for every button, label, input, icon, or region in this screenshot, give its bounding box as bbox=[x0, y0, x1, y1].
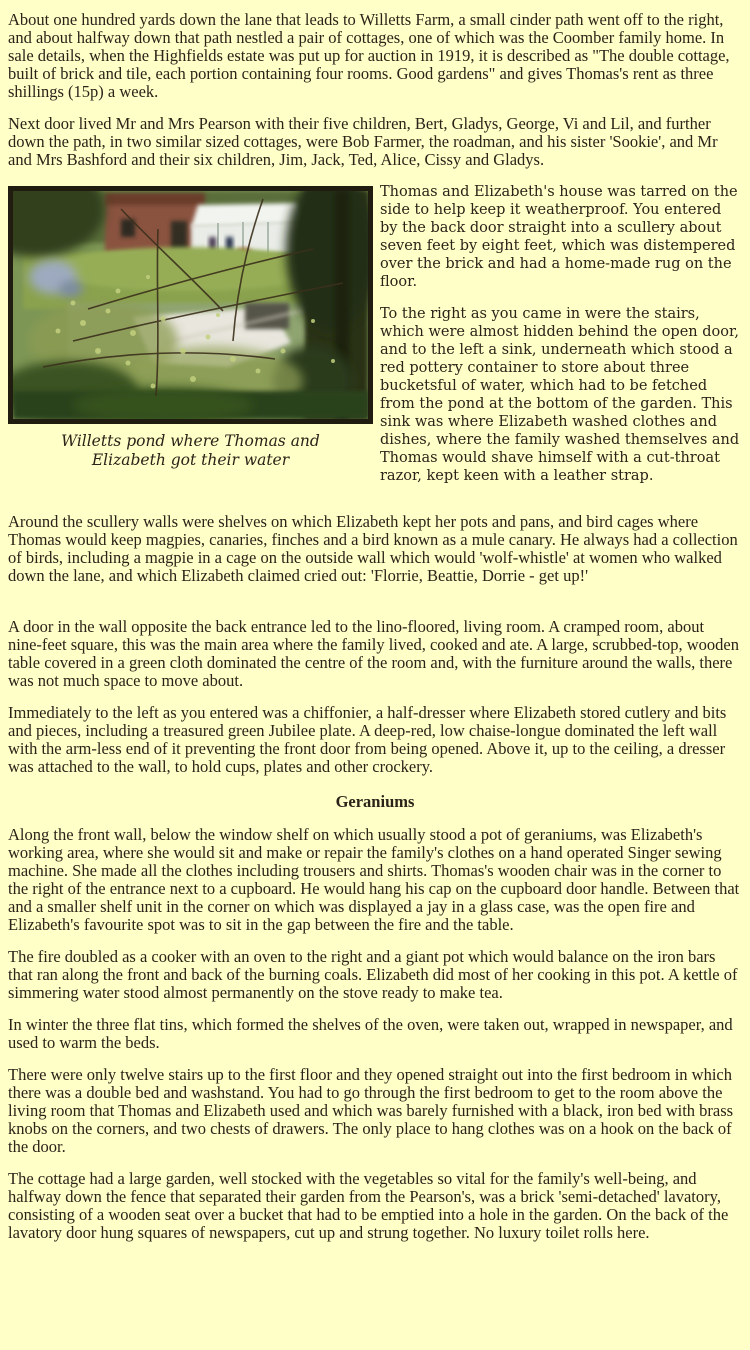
intro-paragraph: Next door lived Mr and Mrs Pearson with their five children, Bert, Gladys, George, Vi and Lil, and further down the path, in two similar sized cottages, were Bob Farmer, the roadman, and his sister 'Sookie', and Mr and Mrs Bashford and their six children, Jim, Jack, Ted, Alice, Cissy and Gladys. bbox=[8, 114, 718, 169]
intro-paragraph: About one hundred yards down the lane that leads to Willetts Farm, a small cinder path went off to the right, and about halfway down that path nestled a pair of cottages, one of which was the Coomber family home. In sale details, when the Highfields estate was put up for auction in 1919, it is described as "The double cottage, built of brick and tile, each portion containing four rooms. Good gardens" and gives Thomas's rent as three shillings (15p) a week. bbox=[8, 10, 730, 101]
body-paragraph: Around the scullery walls were shelves on which Elizabeth kept her pots and pans, and bird cages where Thomas would keep magpies, canaries, finches and a bird known as a mule canary. He always had a collection of birds, including a magpie in a cage on the outside wall which would 'wolf-whistle' at women who walked down the lane, and which Elizabeth claimed cried out: 'Florrie, Beattie, Dorrie - get up!' bbox=[8, 512, 738, 585]
pond-photo bbox=[8, 186, 373, 424]
photo-caption-line: Willetts pond where Thomas and bbox=[61, 432, 320, 450]
body-paragraph: A door in the wall opposite the back entrance led to the lino-floored, living room. A cramped room, about nine-feet square, this was the main area where the family lived, cooked and ate. A large, scrubbed-top, wooden table covered in a green cloth dominated the centre of the room and, with the furniture around the walls, there was not much space to move about. bbox=[8, 617, 739, 690]
pond-photo-figure bbox=[8, 186, 373, 470]
photo-caption bbox=[55, 432, 327, 470]
section-paragraph: There were only twelve stairs up to the first floor and they opened straight out into the first bedroom in which there was a double bed and washstand. You had to go through the first bedroom to get to the room above the living room that Thomas and Elizabeth used and which was barely furnished with a black, iron bed with brass knobs on the corners, and two chests of drawers. The only place to hang clothes was on a hook on the back of the door. bbox=[8, 1065, 734, 1156]
section-paragraph: In winter the three flat tins, which formed the shelves of the oven, were taken out, wrapped in newspaper, and used to warm the beds. bbox=[8, 1015, 733, 1052]
section-heading: Geraniums bbox=[335, 792, 415, 811]
section-paragraph: The cottage had a large garden, well stocked with the vegetables so vital for the family's well-being, and halfway down the fence that separated their garden from the Pearson's, was a brick 'semi-detached' lavatory, consisting of a wooden seat over a bucket that had to be emptied into a hole in the garden. On the back of the lavatory door hung squares of newspapers, cut up and strung together. No luxury toilet rolls here. bbox=[8, 1169, 729, 1242]
beside-image-paragraph: To the right as you came in were the stairs, which were almost hidden behind the open door, and to the left a sink, underneath which stood a red pottery container to store about three bucketsful of water, which had to be fetched from the pond at the bottom of the garden. This sink was where Elizabeth washed clothes and dishes, where the family washed themselves and Thomas would shave himself with a cut-throat razor, kept keen with a leather strap. bbox=[380, 306, 740, 484]
beside-image-paragraph: Thomas and Elizabeth's house was tarred on the side to help keep it weatherproof. You entered by the back door straight into a scullery about seven feet by eight feet, which was distempered over the brick and had a home-made rug on the floor. bbox=[380, 184, 738, 290]
section-paragraph: Along the front wall, below the window shelf on which usually stood a pot of geraniums, was Elizabeth's working area, where she would sit and make or repair the family's clothes on a hand operated Singer sewing machine. She made all the clothes including trousers and shirts. Thomas's wooden chair was in the corner to the right of the entrance next to a cupboard. He would hang his cap on the cupboard door handle. Between that and a smaller shelf unit in the corner on which was displayed a jay in a glass case, was the open fire and Elizabeth's favourite spot was to sit in the gap between the fire and the table. bbox=[8, 825, 740, 934]
photo-caption-line: Elizabeth got their water bbox=[91, 451, 290, 469]
pond-photo-image bbox=[13, 191, 368, 419]
body-paragraph: Immediately to the left as you entered was a chiffonier, a half-dresser where Elizabeth stored cutlery and bits and pieces, including a treasured green Jubilee plate. A deep-red, low chaise-longue dominated the left wall with the arm-less end of it preventing the front door from being opened. Above it, up to the ceiling, a dresser was attached to the wall, to hold cups, plates and other crockery. bbox=[8, 703, 727, 776]
section-paragraph: The fire doubled as a cooker with an oven to the right and a giant pot which would balance on the iron bars that ran along the front and back of the burning coals. Elizabeth did most of her cooking in this pot. A kettle of simmering water stood almost permanently on the stove ready to make tea. bbox=[8, 947, 738, 1002]
